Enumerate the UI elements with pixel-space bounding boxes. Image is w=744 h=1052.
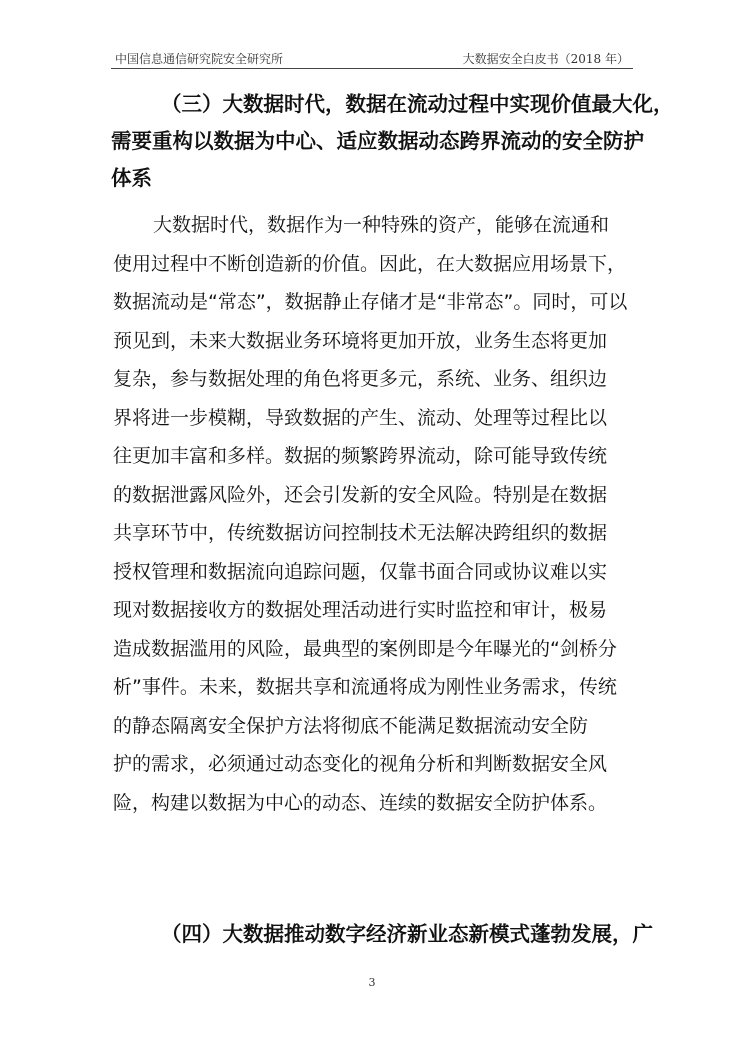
body-paragraph — [113, 206, 638, 822]
heading-line: （三）大数据时代，数据在流动过程中实现价值最大化， — [161, 92, 674, 116]
header-organization: 中国信息通信研究院安全研究所 — [115, 52, 284, 66]
page-number: 3 — [368, 976, 376, 989]
page-header — [111, 46, 633, 69]
heading-line: 需要重构以数据为中心、适应数据动态跨界流动的安全防护 — [111, 129, 644, 153]
paragraph-line: 大数据时代，数据作为一种特殊的资产，能够在流通和 — [153, 214, 610, 236]
paragraph-line: 护的需求，必须通过动态变化的视角分析和判断数据安全风 — [113, 753, 608, 775]
section-heading-4 — [111, 916, 653, 953]
heading-line: 体系 — [111, 166, 152, 190]
paragraph-line: 造成数据滥用的风险，最典型的案例即是今年曝光的“剑桥分 — [113, 637, 617, 660]
heading-line: （四）大数据推动数字经济新业态新模式蓬勃发展，广 — [161, 922, 653, 946]
paragraph-line: 往更加丰富和多样。数据的频繁跨界流动，除可能导致传统 — [113, 445, 608, 467]
paragraph-line: 共享环节中，传统数据访问控制技术无法解决跨组织的数据 — [113, 522, 608, 544]
paragraph-line: 复杂，参与数据处理的角色将更多元，系统、业务、组织边 — [113, 368, 608, 390]
paragraph-line: 授权管理和数据流向追踪问题，仅靠书面合同或协议难以实 — [113, 560, 608, 583]
paragraph-line: 析”事件。未来，数据共享和流通将成为刚性业务需求，传统 — [113, 676, 617, 698]
paragraph-line: 的静态隔离安全保护方法将彻底不能满足数据流动安全防 — [113, 714, 589, 737]
paragraph-line: 险，构建以数据为中心的动态、连续的数据安全防护体系。 — [113, 791, 608, 814]
header-document-title: 大数据安全白皮书（2018 年） — [462, 52, 629, 66]
paragraph-line: 的数据泄露风险外，还会引发新的安全风险。特别是在数据 — [113, 483, 608, 506]
paragraph-line: 界将进一步模糊，导致数据的产生、流动、处理等过程比以 — [113, 406, 608, 429]
paragraph-line: 数据流动是“常态”，数据静止存储才是“非常态”。同时，可以 — [113, 291, 628, 313]
paragraph-line: 现对数据接收方的数据处理活动进行实时监控和审计，极易 — [113, 599, 608, 621]
paragraph-line: 预见到，未来大数据业务环境将更加开放，业务生态将更加 — [113, 329, 608, 352]
section-heading-3 — [111, 86, 674, 197]
paragraph-line: 使用过程中不断创造新的价值。因此，在大数据应用场景下， — [113, 252, 627, 275]
